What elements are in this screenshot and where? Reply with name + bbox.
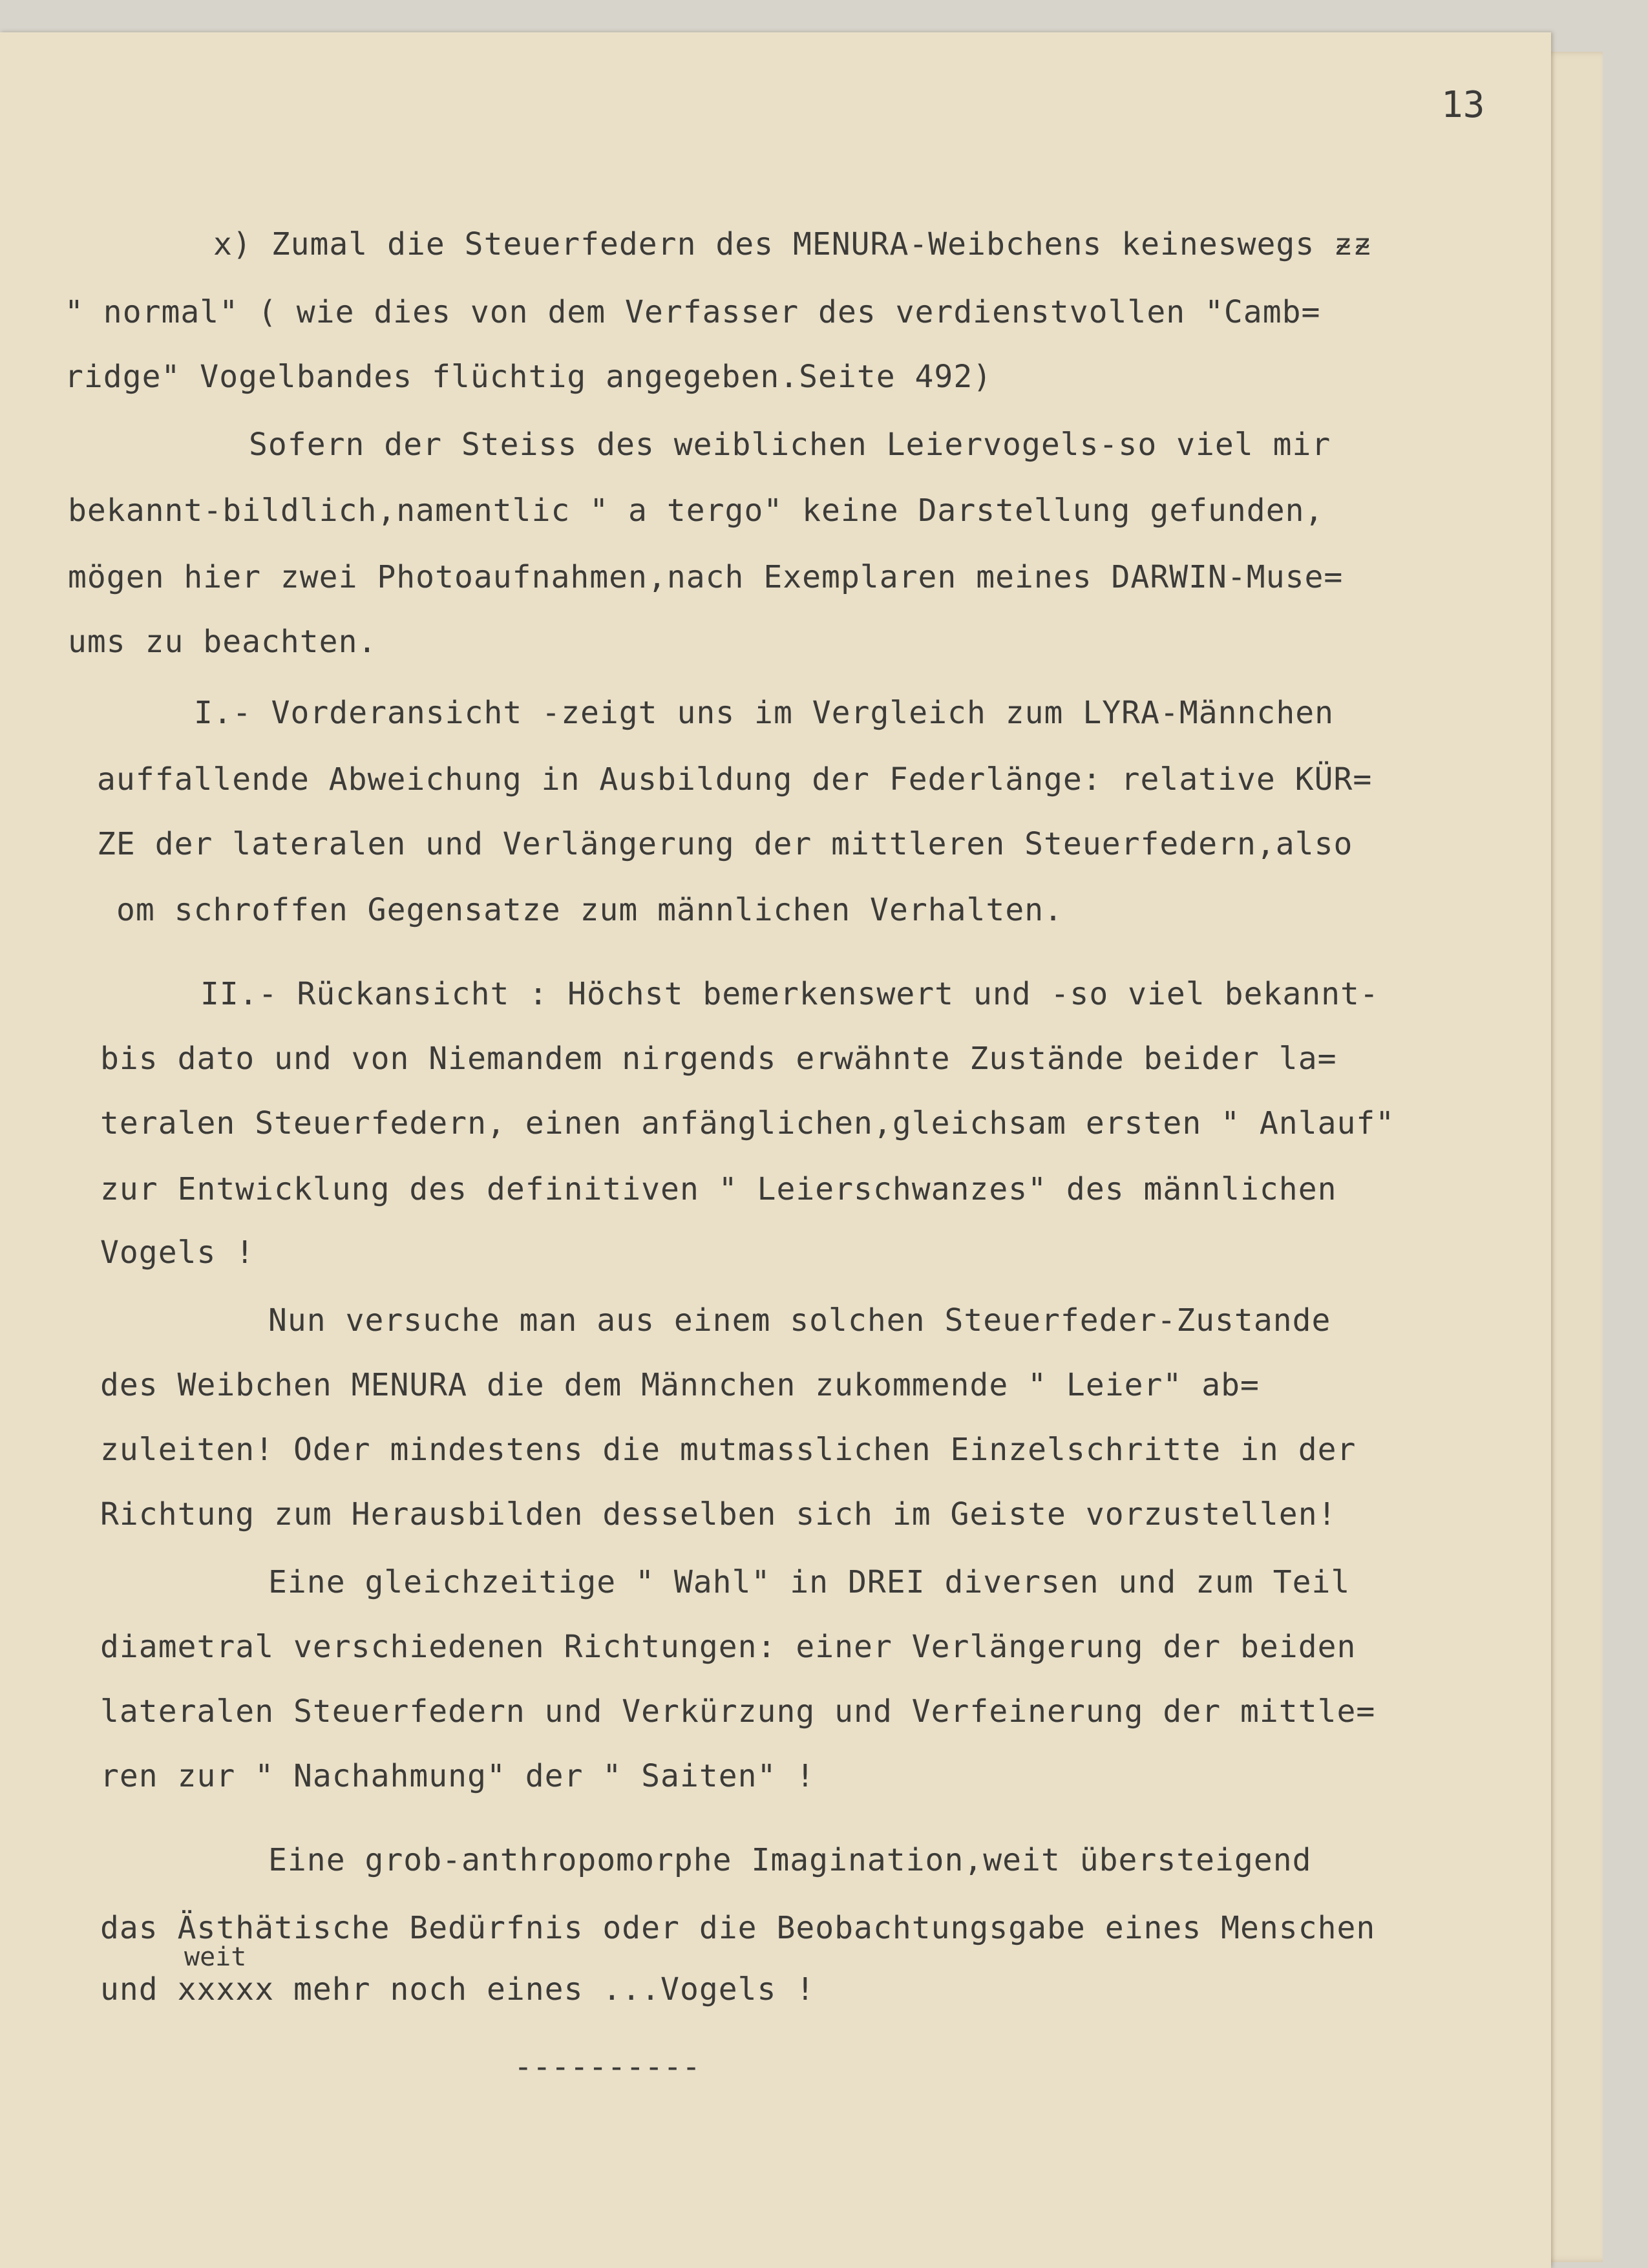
text-line: lateralen Steuerfedern und Verkürzung und Verfeinerung der mittle= bbox=[100, 1693, 1376, 1730]
text-line: bis dato und von Niemandem nirgends erwähnte Zustände beider la= bbox=[100, 1041, 1337, 1077]
closing-dash-rule: ---------- bbox=[514, 2049, 701, 2085]
text-line: Nun versuche man aus einem solchen Steuerfeder-Zustande bbox=[268, 1302, 1331, 1339]
text-line: Eine grob-anthropomorphe Imagination,weit übersteigend bbox=[268, 1842, 1312, 1878]
typewritten-page bbox=[0, 32, 1551, 2268]
text-line: bekannt-bildlich,namentlic " a tergo" keine Darstellung gefunden, bbox=[68, 493, 1324, 529]
text-line: ren zur " Nachahmung" der " Saiten" ! bbox=[100, 1758, 816, 1794]
text-line: des Weibchen MENURA die dem Männchen zukommende " Leier" ab= bbox=[100, 1367, 1260, 1403]
text-line: ums zu beachten. bbox=[68, 624, 377, 660]
text-line: zur Entwicklung des definitiven " Leierschwanzes" des männlichen bbox=[100, 1171, 1337, 1207]
text-line: und xxxxx mehr noch eines ...Vogels ! bbox=[100, 1971, 816, 2008]
text-line: Vogels ! bbox=[100, 1235, 255, 1271]
page-number: 13 bbox=[1441, 84, 1485, 126]
text-line: I.- Vorderansicht -zeigt uns im Vergleich zum LYRA-Männchen bbox=[194, 695, 1335, 731]
text-line: auffallende Abweichung in Ausbildung der Federlänge: relative KÜR= bbox=[97, 761, 1373, 798]
text-line: Eine gleichzeitige " Wahl" in DREI diversen und zum Teil bbox=[268, 1564, 1351, 1600]
text-line: ZE der lateralen und Verlängerung der mittleren Steuerfedern,also bbox=[97, 826, 1353, 862]
text-line: om schroffen Gegensatze zum männlichen Verhalten. bbox=[116, 892, 1064, 928]
text-line: das Ästhätische Bedürfnis oder die Beobachtungsgabe eines Menschen bbox=[100, 1910, 1376, 1946]
text-line: Richtung zum Herausbilden desselben sich im Geiste vorzustellen! bbox=[100, 1496, 1337, 1532]
interlinear-insertion: weit bbox=[184, 1942, 247, 1972]
text-line: " normal" ( wie dies von dem Verfasser des verdienstvollen "Camb= bbox=[65, 294, 1321, 330]
text-line: zuleiten! Oder mindestens die mutmasslichen Einzelschritte in der bbox=[100, 1432, 1357, 1468]
text-line: teralen Steuerfedern, einen anfänglichen,gleichsam ersten " Anlauf" bbox=[100, 1105, 1395, 1141]
text-line: x) Zumal die Steuerfedern des MENURA-Weibchens keineswegs ᵶᵶ bbox=[213, 226, 1373, 262]
text-line: II.- Rückansicht : Höchst bemerkenswert und -so viel bekannt- bbox=[200, 976, 1379, 1012]
text-line: diametral verschiedenen Richtungen: einer Verlängerung der beiden bbox=[100, 1629, 1357, 1665]
text-line: mögen hier zwei Photoaufnahmen,nach Exemplaren meines DARWIN-Muse= bbox=[68, 559, 1344, 595]
text-line: ridge" Vogelbandes flüchtig angegeben.Seite 492) bbox=[65, 359, 993, 395]
text-line: Sofern der Steiss des weiblichen Leiervogels-so viel mir bbox=[249, 427, 1331, 463]
